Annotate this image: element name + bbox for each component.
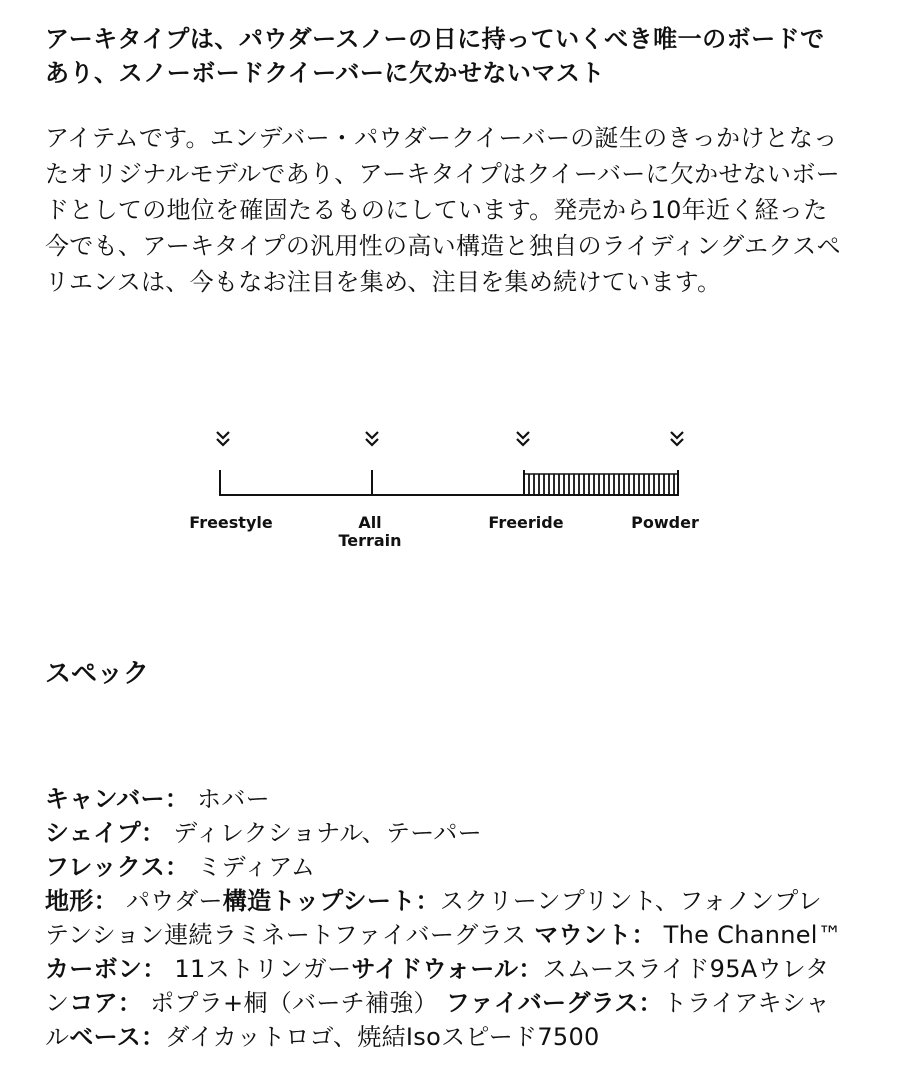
spec-key-base: ベース： <box>69 1023 166 1051</box>
spec-key-construction: 構造トップシート： <box>222 887 440 915</box>
chevron-down-icon <box>517 432 529 445</box>
spec-key-flex: フレックス： <box>45 853 190 881</box>
spec-list <box>45 782 845 1054</box>
terrain-label-freestyle: Freestyle <box>189 513 273 532</box>
spec-key-fiberglass: ファイバーグラス： <box>445 989 663 1017</box>
intro-paragraph: アイテムです。エンデバー・パウダークイーバーの誕生のきっかけとなったオリジナルモデルであり、アーキタイプはクイーバーに欠かせないボードとしての地位を確固たるものにしています。発売から10年近く経った今でも、アーキタイプの汎用性の高い構造と独自のライディングエクスペリエンスは、今もなお注目を集め、注目を集め続けています。 <box>45 124 841 296</box>
headline: アーキタイプは、パウダースノーの日に持っていくべき唯一のボードであり、スノーボードクイーバーに欠かせないマスト <box>45 25 825 87</box>
spec-key-shape: シェイプ： <box>45 819 166 847</box>
spec-key-terrain: 地形： <box>45 887 118 915</box>
terrain-label-powder: Powder <box>631 513 699 532</box>
spec-heading: スペック <box>45 659 150 689</box>
spec-value-core: ポプラ+桐（バーチ補強） <box>142 989 438 1017</box>
chevron-down-icon <box>671 432 683 445</box>
spec-key-camber: キャンバー： <box>45 785 190 813</box>
chevron-down-icon <box>217 432 229 445</box>
terrain-meter <box>45 420 845 560</box>
terrain-scale <box>45 420 845 510</box>
spec-value-fiberglass: トライアキシャル <box>45 989 830 1051</box>
spec-value-construction: スクリーンプリント、フォノンプレテンション連続ラミネートファイバーグラス <box>45 887 822 949</box>
spec-key-sidewall: サイドウォール： <box>351 955 543 983</box>
chevron-down-icon <box>366 432 378 445</box>
spec-value-mount: The Channel™ <box>655 921 843 949</box>
spec-value-flex: ミディアム <box>189 853 316 881</box>
spec-key-mount: マウント： <box>534 921 656 949</box>
spec-value-shape: ディレクショナル、テーパー <box>165 819 482 847</box>
spec-value-terrain: パウダー <box>117 887 223 915</box>
spec-value-sidewall: スムースライド95Aウレタン <box>45 955 830 1017</box>
spec-key-core: コア： <box>69 989 143 1017</box>
highlight-hatch <box>529 474 674 495</box>
spec-value-carbon: 11ストリンガー <box>166 955 352 983</box>
spec-key-carbon: カーボン： <box>45 955 167 983</box>
spec-value-camber: ホバー <box>189 785 270 813</box>
terrain-label-all-terrain: All Terrain <box>338 513 402 550</box>
spec-value-base: ダイカットロゴ、焼結Isoスピード7500 <box>165 1023 600 1051</box>
terrain-label-freeride: Freeride <box>488 513 564 532</box>
